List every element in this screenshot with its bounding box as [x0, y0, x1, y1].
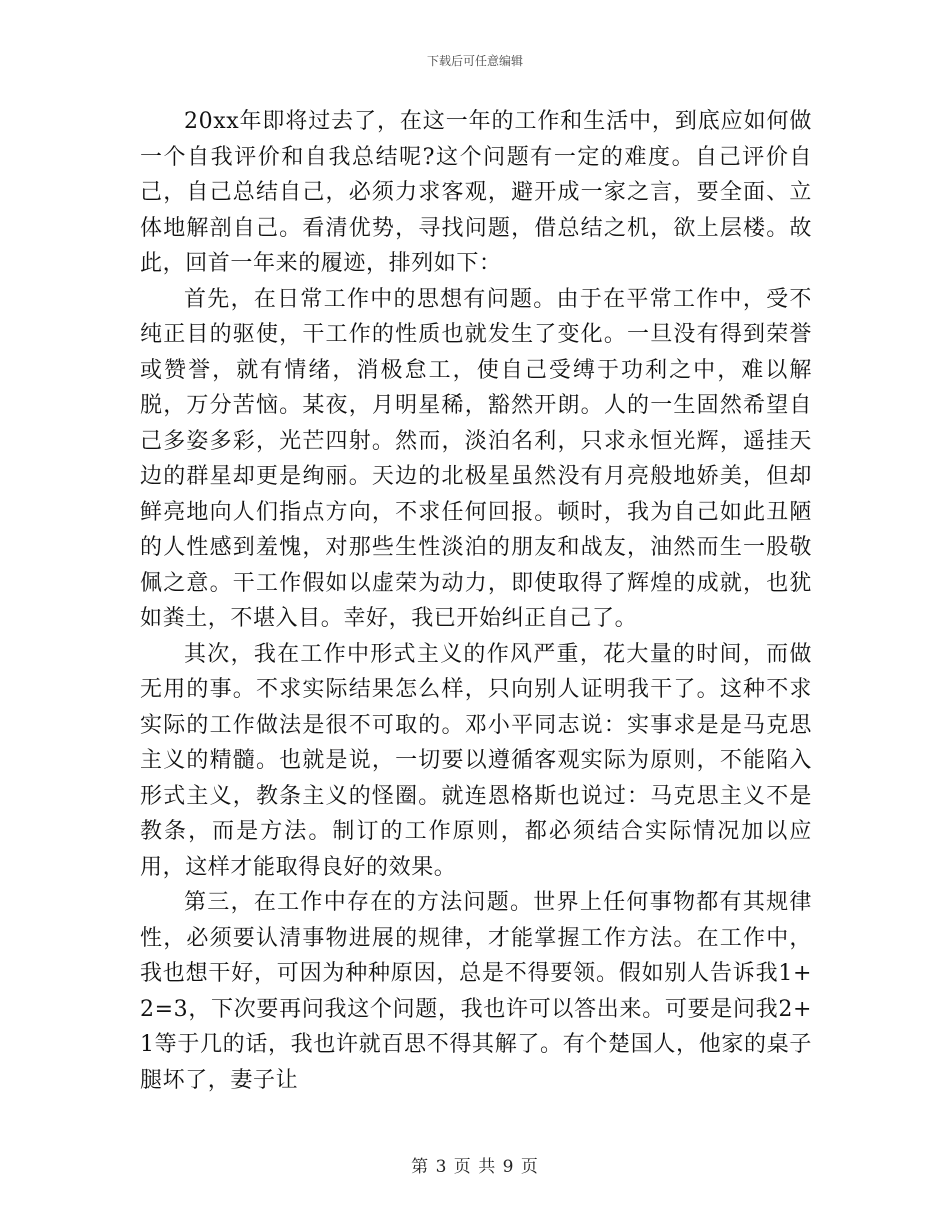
page-header-note: 下载后可任意编辑 [426, 54, 523, 68]
paragraph-first-point: 首先，在日常工作中的思想有问题。由于在平常工作中，受不纯正目的驱使，干工作的性质也就发生了变化。一旦没有得到荣誉或赞誉，就有情绪，消极怠工，使自己受缚于功利之中，难以解脱，万分苦恼。某夜，月明星稀，豁然开朗。人的一生固然希望自己多姿多彩，光芒四射。然而，淡泊名利，只求永恒光辉，遥挂天边的群星却更是绚丽。天边的北极星虽然没有月亮般地娇美，但却鲜亮地向人们指点方向，不求任何回报。顿时，我为自己如此丑陋的人性感到羞愧，对那些生性淡泊的朋友和战友，油然而生一股敬佩之意。干工作假如以虚荣为动力，即使取得了辉煌的成就，也犹如粪土，不堪入目。幸好，我已开始纠正自己了。 [140, 286, 812, 631]
page-number-footer: 第 3 页 共 9 页 [411, 1157, 539, 1177]
paragraph-second-point: 其次，我在工作中形式主义的作风严重，花大量的时间，而做无用的事。不求实际结果怎么样，只向别人证明我干了。这种不求实际的工作做法是很不可取的。邓小平同志说：实事求是是马克思主义的精髓。也就是说，一切要以遵循客观实际为原则，不能陷入形式主义，教条主义的怪圈。就连恩格斯也说过：马克思主义不是教条，而是方法。制订的工作原则，都必须结合实际情况加以应用，这样才能取得良好的效果。 [140, 641, 812, 880]
document-body [140, 104, 812, 1098]
paragraph-third-point: 第三，在工作中存在的方法问题。世界上任何事物都有其规律性，必须要认清事物进展的规律，才能掌握工作方法。在工作中，我也想干好，可因为种种原因，总是不得要领。假如别人告诉我1+2=3，下次要再问我这个问题，我也许可以答出来。可要是问我2+1等于几的话，我也许就百思不得其解了。有个楚国人，他家的桌子腿坏了，妻子让 [140, 890, 812, 1093]
paragraph-intro: 20xx年即将过去了，在这一年的工作和生活中，到底应如何做一个自我评价和自我总结呢?这个问题有一定的难度。自己评价自己，自己总结自己，必须力求客观，避开成一家之言，要全面、立体地解剖自己。看清优势，寻找问题，借总结之机，欲上层楼。故此，回首一年来的履迹，排列如下： [140, 109, 812, 276]
